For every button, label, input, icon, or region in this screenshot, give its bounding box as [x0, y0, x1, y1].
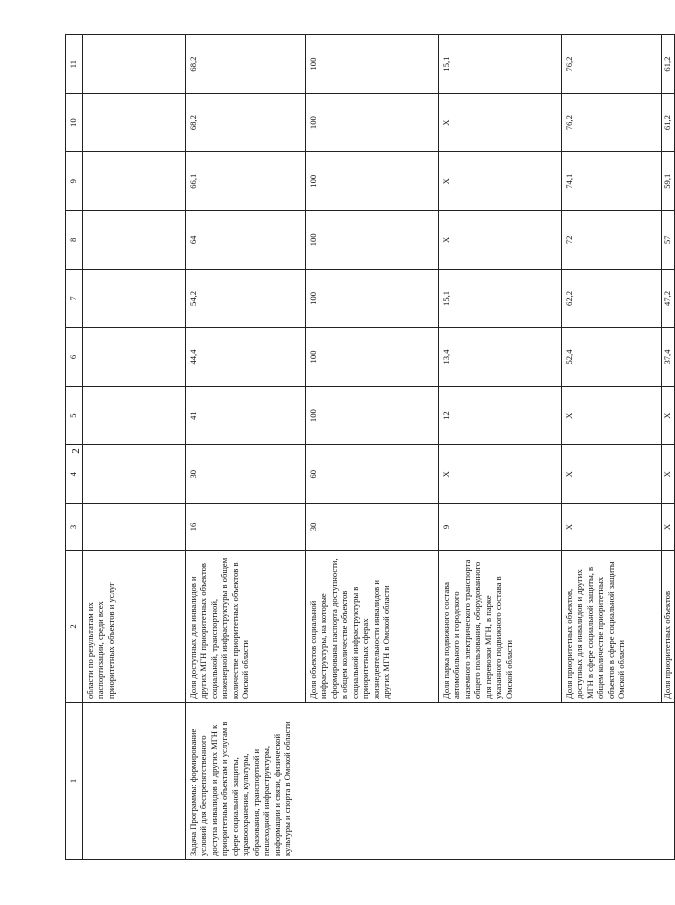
indicator-name: Доля приоритетных объектов	[662, 551, 675, 703]
value-cell: Х	[662, 504, 675, 551]
value-cell: 15,1	[439, 269, 562, 328]
value-cell: 62,2	[562, 269, 662, 328]
value-cell	[83, 445, 186, 504]
table-row	[186, 35, 306, 860]
value-cell: 37,4	[662, 328, 675, 387]
value-cell: 100	[306, 386, 439, 445]
value-cell: 41	[186, 386, 306, 445]
value-cell: 57	[662, 211, 675, 270]
value-cell: 76,2	[562, 93, 662, 152]
value-cell: 100	[306, 211, 439, 270]
value-cell	[83, 269, 186, 328]
value-cell	[83, 386, 186, 445]
value-cell	[83, 93, 186, 152]
value-cell: 16	[186, 504, 306, 551]
task-cell-empty	[83, 703, 186, 860]
value-cell: Х	[662, 445, 675, 504]
value-cell: 15,1	[439, 35, 562, 94]
value-cell: 100	[306, 269, 439, 328]
table-row	[83, 35, 186, 860]
value-cell: 30	[186, 445, 306, 504]
task-description: Задача Программы: формирование условий для беспрепятственного доступа инвалидов и других МГН к приоритетным объектам и услугам в сфере социальной защиты, здравоохранения, культуры, образования, транспортной и пешеходной инфраструктуры, информации и связи, физической культуры и спорта в Омской области	[186, 703, 675, 860]
value-cell: 61,2	[662, 35, 675, 94]
value-cell: 68,2	[186, 93, 306, 152]
header-cell: 2	[66, 551, 83, 703]
indicator-name: Доля парка подвижного состава автомобильного и городского наземного электрического транспорта общего пользования, оборудованного для перевозки МГН, в парке указанного подвижного состава в Омской области	[439, 551, 562, 703]
value-cell: 47,2	[662, 269, 675, 328]
value-cell	[83, 35, 186, 94]
value-cell: 9	[439, 504, 562, 551]
value-cell: 68,2	[186, 35, 306, 94]
value-cell: 44,4	[186, 328, 306, 387]
value-cell: 74,1	[562, 152, 662, 211]
header-cell: 7	[66, 269, 83, 328]
header-cell: 8	[66, 211, 83, 270]
value-cell: 13,4	[439, 328, 562, 387]
header-cell: 10	[66, 93, 83, 152]
value-cell: Х	[562, 386, 662, 445]
header-cell: 11	[66, 35, 83, 94]
value-cell: 30	[306, 504, 439, 551]
value-cell: Х	[439, 152, 562, 211]
header-cell: 9	[66, 152, 83, 211]
value-cell: 72	[562, 211, 662, 270]
indicator-name: Доля объектов социальной инфраструктуры, на которые сформированы паспорта доступности, в общем количестве объектов социальной инфраструктуры в приоритетных сферах жизнедеятельности инвалидов и других МГН в Омской области	[306, 551, 439, 703]
header-cell: 1	[66, 703, 83, 860]
header-cell: 5	[66, 386, 83, 445]
value-cell: 12	[439, 386, 562, 445]
value-cell: 100	[306, 93, 439, 152]
value-cell: Х	[439, 445, 562, 504]
value-cell: 52,4	[562, 328, 662, 387]
header-cell: 3	[66, 504, 83, 551]
value-cell: 100	[306, 35, 439, 94]
value-cell: 76,2	[562, 35, 662, 94]
indicator-name: области по результатам их паспортизации, среди всех приоритетных объектов и услуг	[83, 551, 186, 703]
value-cell	[83, 328, 186, 387]
value-cell: 54,2	[186, 269, 306, 328]
value-cell: Х	[562, 445, 662, 504]
indicators-table	[65, 34, 675, 860]
value-cell: 100	[306, 328, 439, 387]
value-cell	[83, 504, 186, 551]
value-cell: Х	[562, 504, 662, 551]
value-cell: 66,1	[186, 152, 306, 211]
value-cell: Х	[662, 386, 675, 445]
value-cell	[83, 152, 186, 211]
value-cell: Х	[439, 93, 562, 152]
value-cell: 64	[186, 211, 306, 270]
header-row	[66, 35, 83, 860]
value-cell: 61,2	[662, 93, 675, 152]
indicator-name: Доля приоритетных объектов, доступных для инвалидов и других МГН в сфере социальной защиты, в общем количестве приоритетных объектов в сфере социальной защиты Омской области	[562, 551, 662, 703]
value-cell: 60	[306, 445, 439, 504]
value-cell	[83, 211, 186, 270]
indicator-name: Доля доступных для инвалидов и других МГН приоритетных объектов социальной, транспортной, инженерной инфраструктуры в общем количестве приоритетных объектов в Омской области	[186, 551, 306, 703]
header-cell: 4	[66, 445, 83, 504]
page-number: 2	[70, 448, 82, 454]
rotated-table-container	[65, 35, 672, 860]
value-cell: Х	[439, 211, 562, 270]
value-cell: 59,1	[662, 152, 675, 211]
header-cell: 6	[66, 328, 83, 387]
value-cell: 100	[306, 152, 439, 211]
